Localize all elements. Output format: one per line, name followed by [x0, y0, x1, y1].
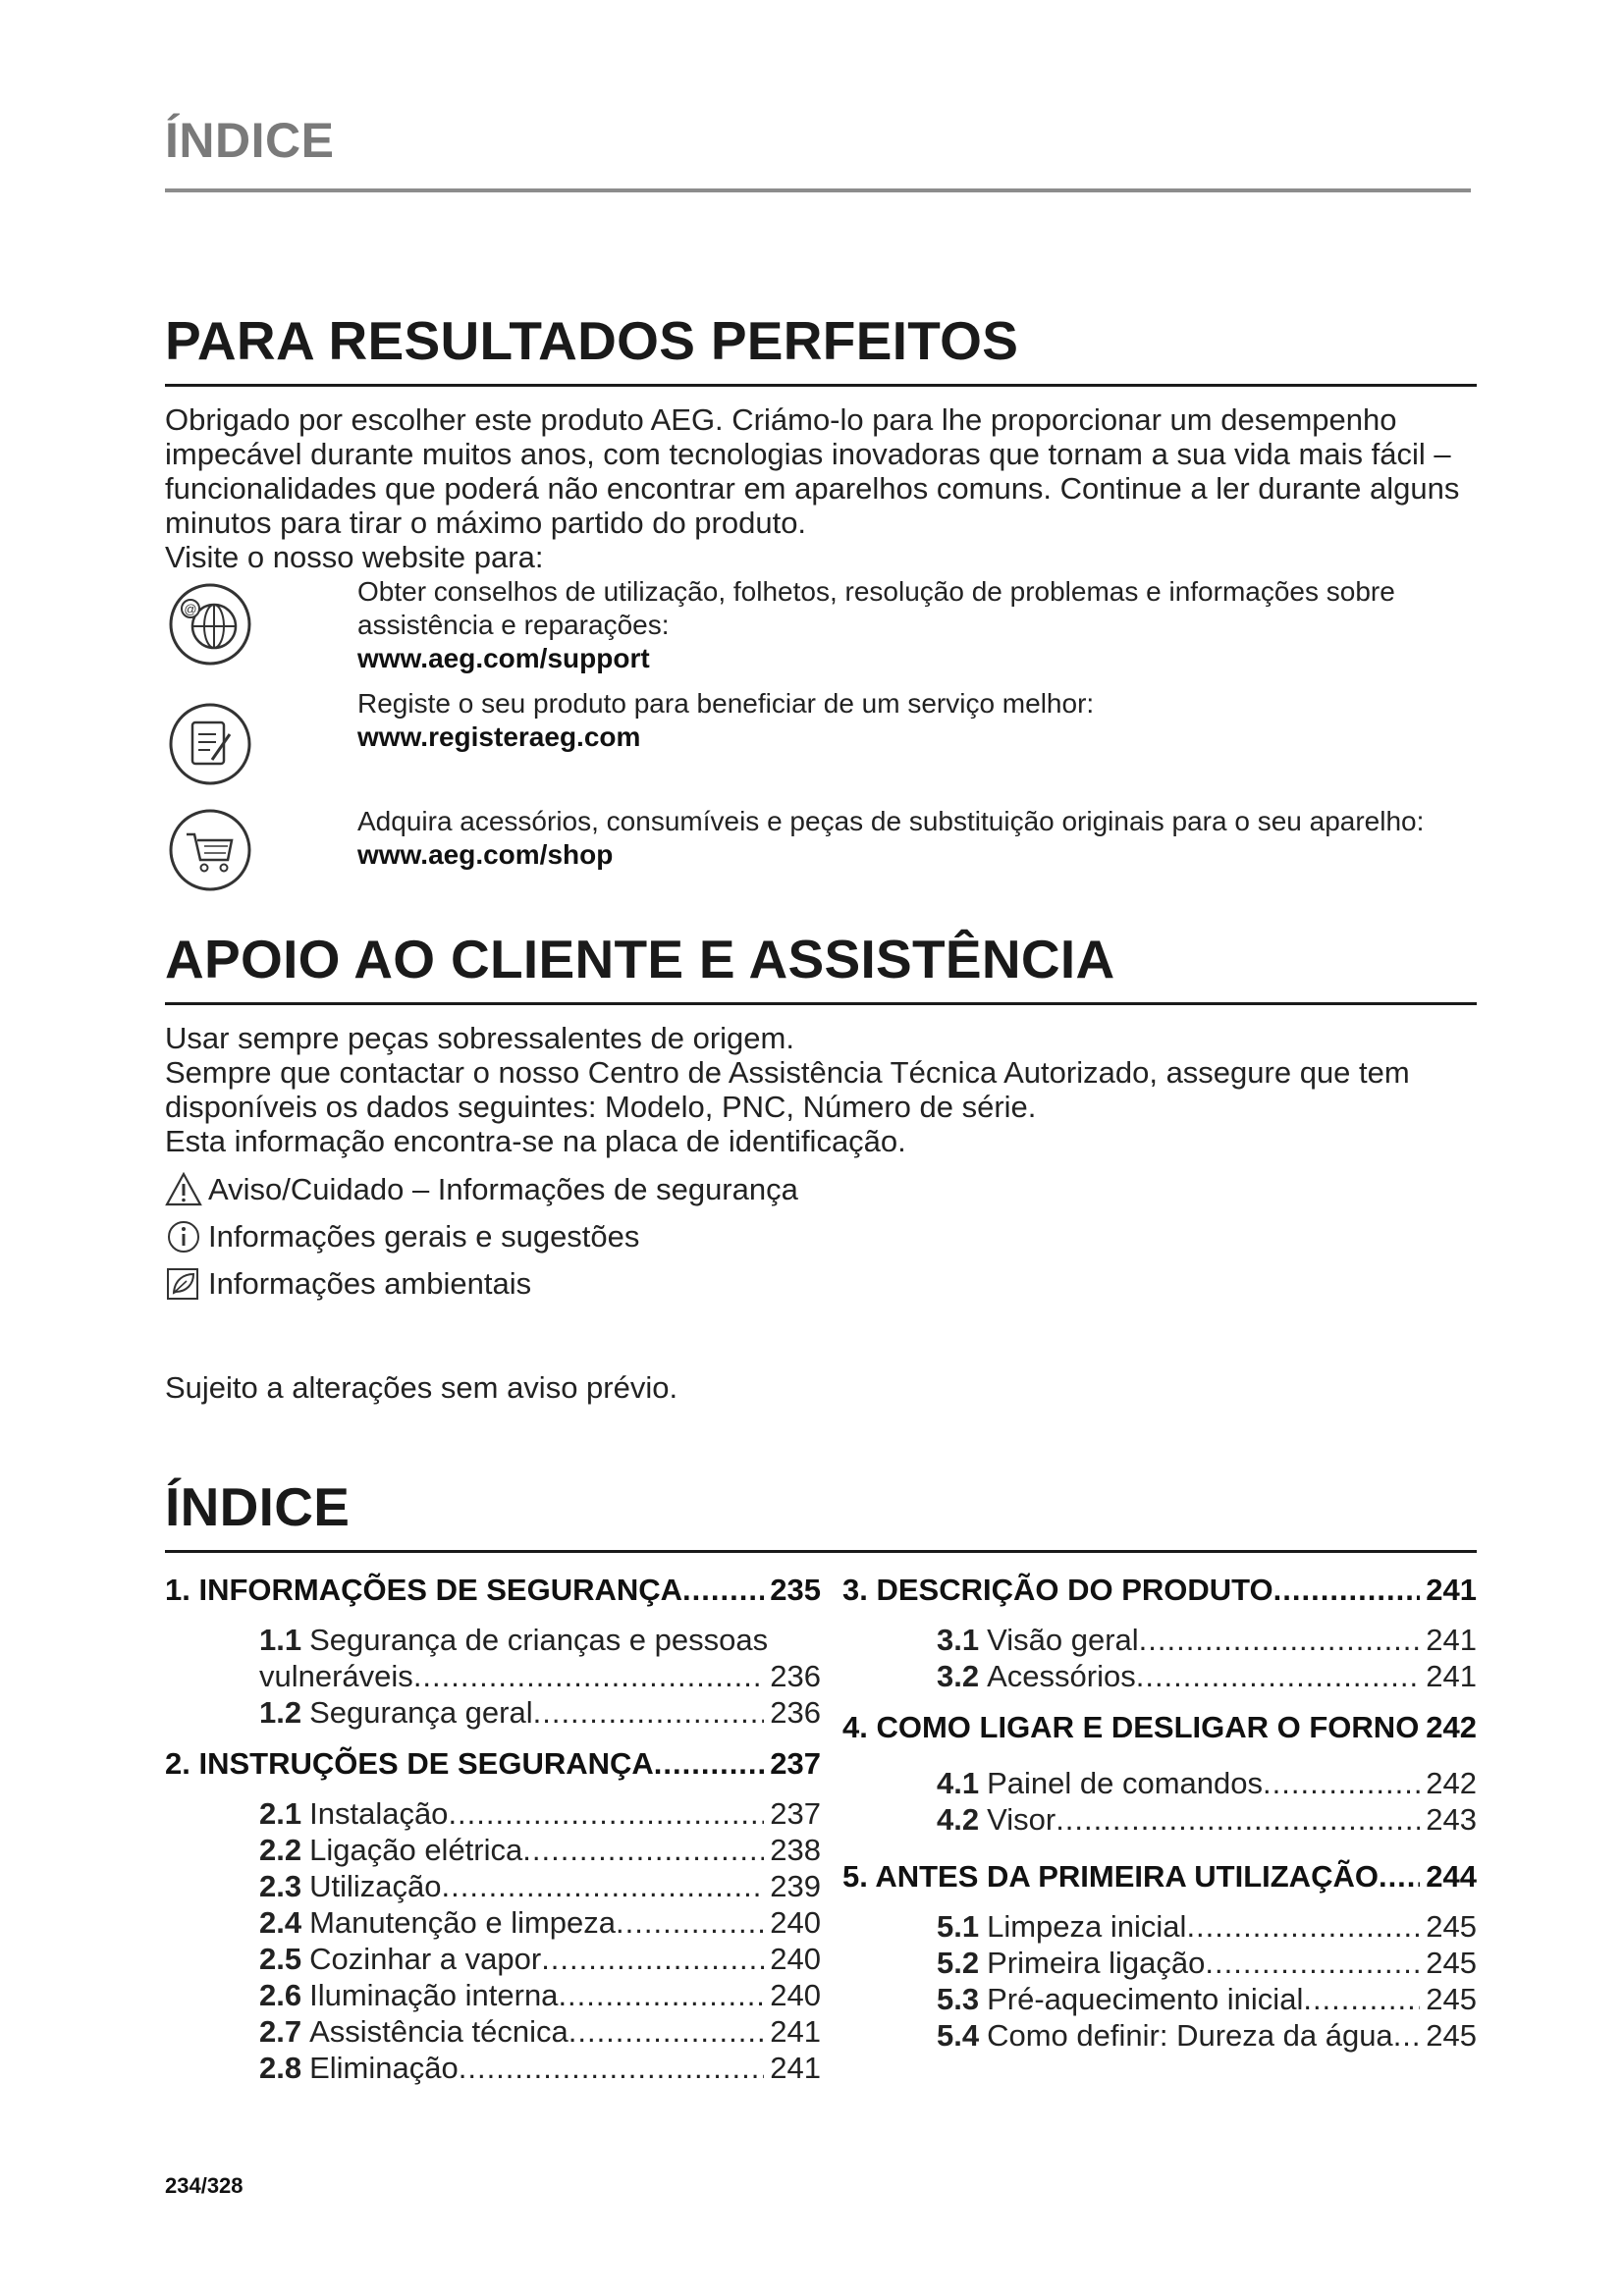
- legend-environment-label: Informações ambientais: [208, 1266, 532, 1301]
- toc-left-column: [165, 1571, 821, 2086]
- toc-item-5-2[interactable]: 5.2 Primeira ligação ..... 245: [842, 1945, 1477, 1981]
- toc-item-2-7[interactable]: 2.7 Assistência técnica ..... 241: [165, 2013, 821, 2050]
- symbol-legend: [165, 1166, 1477, 1308]
- legend-info: [165, 1213, 1477, 1260]
- support-rule: [165, 1002, 1477, 1005]
- toc-item-3-1[interactable]: 3.1 Visão geral ..... 241: [842, 1622, 1477, 1658]
- toc-item-2-8[interactable]: 2.8 Eliminação ..... 241: [165, 2050, 821, 2086]
- shop-link-text: Adquira acessórios, consumíveis e peças de substituição originais para o seu aparelho:: [357, 806, 1425, 836]
- toc-chapter-3[interactable]: 3. DESCRIÇÃO DO PRODUTO ..... 241: [842, 1571, 1477, 1608]
- toc-item-2-5[interactable]: 2.5 Cozinhar a vapor ..... 240: [165, 1941, 821, 1977]
- legend-warning-label: Aviso/Cuidado – Informações de segurança: [208, 1172, 798, 1206]
- toc-item-2-1[interactable]: 2.1 Instalação ..... 237: [165, 1795, 821, 1832]
- index-rule: [165, 1550, 1477, 1553]
- page-header-title: ÍNDICE: [165, 113, 335, 168]
- info-icon: [165, 1218, 202, 1255]
- results-intro: Obrigado por escolher este produto AEG. Criámo-lo para lhe proporcionar um desempenho impecável durante muitos anos, com tecnologias inovadoras que tornam a sua vida mais fácil – funcionalidades que poderá não encontrar em aparelhos comuns. Continue a ler durante alguns minutos para tirar o máximo partido do produto.: [165, 402, 1460, 540]
- support-link-url[interactable]: www.aeg.com/support: [357, 643, 650, 673]
- results-section: [165, 310, 1477, 870]
- legend-info-label: Informações gerais e sugestões: [208, 1219, 640, 1254]
- support-line-1: Usar sempre peças sobressalentes de origem.: [165, 1021, 794, 1055]
- toc-item-2-2[interactable]: 2.2 Ligação elétrica ..... 238: [165, 1832, 821, 1868]
- toc-item-4-2[interactable]: 4.2 Visor ..... 243: [842, 1801, 1477, 1838]
- toc-chapter-2[interactable]: 2. INSTRUÇÕES DE SEGURANÇA ..... 237: [165, 1744, 821, 1782]
- toc-item-1-2[interactable]: 1.2 Segurança geral ..... 236: [165, 1694, 821, 1731]
- header-rule: [165, 188, 1471, 192]
- toc-item-1-1-line-2[interactable]: vulneráveis ..... 236: [165, 1658, 821, 1694]
- toc-item-2-6[interactable]: 2.6 Iluminação interna ..... 240: [165, 1977, 821, 2013]
- toc-chapter-4[interactable]: 4. COMO LIGAR E DESLIGAR O FORNO ..... 242: [842, 1708, 1477, 1745]
- toc-item-5-4[interactable]: 5.4 Como definir: Dureza da água ..... 245: [842, 2017, 1477, 2054]
- warning-icon: [165, 1171, 202, 1208]
- register-link-text: Registe o seu produto para beneficiar de um serviço melhor:: [357, 688, 1095, 719]
- support-heading: APOIO AO CLIENTE E ASSISTÊNCIA: [165, 929, 1115, 989]
- toc-item-3-2[interactable]: 3.2 Acessórios ..... 241: [842, 1658, 1477, 1694]
- support-section: [165, 929, 1477, 1436]
- cart-icon: [165, 805, 255, 895]
- environment-icon: [165, 1265, 202, 1303]
- visit-label: Visite o nosso website para:: [165, 540, 544, 574]
- globe-icon: [165, 579, 255, 669]
- page-header: [165, 113, 1471, 192]
- register-icon: [165, 699, 255, 789]
- legend-environment: [165, 1260, 1477, 1308]
- results-rule: [165, 384, 1477, 387]
- toc-chapter-1[interactable]: 1. INFORMAÇÕES DE SEGURANÇA ..... 235: [165, 1571, 821, 1608]
- toc-item-1-1-line-1[interactable]: 1.1 Segurança de crianças e pessoas: [259, 1623, 769, 1657]
- results-heading: PARA RESULTADOS PERFEITOS: [165, 310, 1019, 371]
- support-line-3: Esta informação encontra-se na placa de identificação.: [165, 1124, 906, 1158]
- toc-chapter-5[interactable]: 5. ANTES DA PRIMEIRA UTILIZAÇÃO ..... 244: [842, 1857, 1477, 1895]
- toc-item-5-1[interactable]: 5.1 Limpeza inicial ..... 245: [842, 1908, 1477, 1945]
- toc-right-column: [842, 1571, 1477, 2054]
- support-line-2: Sempre que contactar o nosso Centro de Assistência Técnica Autorizado, assegure que tem disponíveis os dados seguintes: Modelo, PNC, Número de série.: [165, 1055, 1410, 1124]
- toc-item-4-1[interactable]: 4.1 Painel de comandos ..... 242: [842, 1765, 1477, 1801]
- index-heading: ÍNDICE: [165, 1476, 351, 1537]
- shop-link-url[interactable]: www.aeg.com/shop: [357, 839, 614, 870]
- page-number: 234/328: [165, 2173, 244, 2198]
- toc-item-2-3[interactable]: 2.3 Utilização ..... 239: [165, 1868, 821, 1904]
- svg-text:@: @: [184, 602, 197, 616]
- register-link-url[interactable]: www.registeraeg.com: [357, 721, 641, 752]
- support-link-text: Obter conselhos de utilização, folhetos, resolução de problemas e informações sobre assistência e reparações:: [357, 576, 1395, 640]
- index-section: [165, 1476, 1477, 2085]
- toc-item-2-4[interactable]: 2.4 Manutenção e limpeza ..... 240: [165, 1904, 821, 1941]
- toc-item-5-3[interactable]: 5.3 Pré-aquecimento inicial ..... 245: [842, 1981, 1477, 2017]
- legend-warning: [165, 1166, 1477, 1213]
- notice-text: Sujeito a alterações sem aviso prévio.: [165, 1370, 678, 1405]
